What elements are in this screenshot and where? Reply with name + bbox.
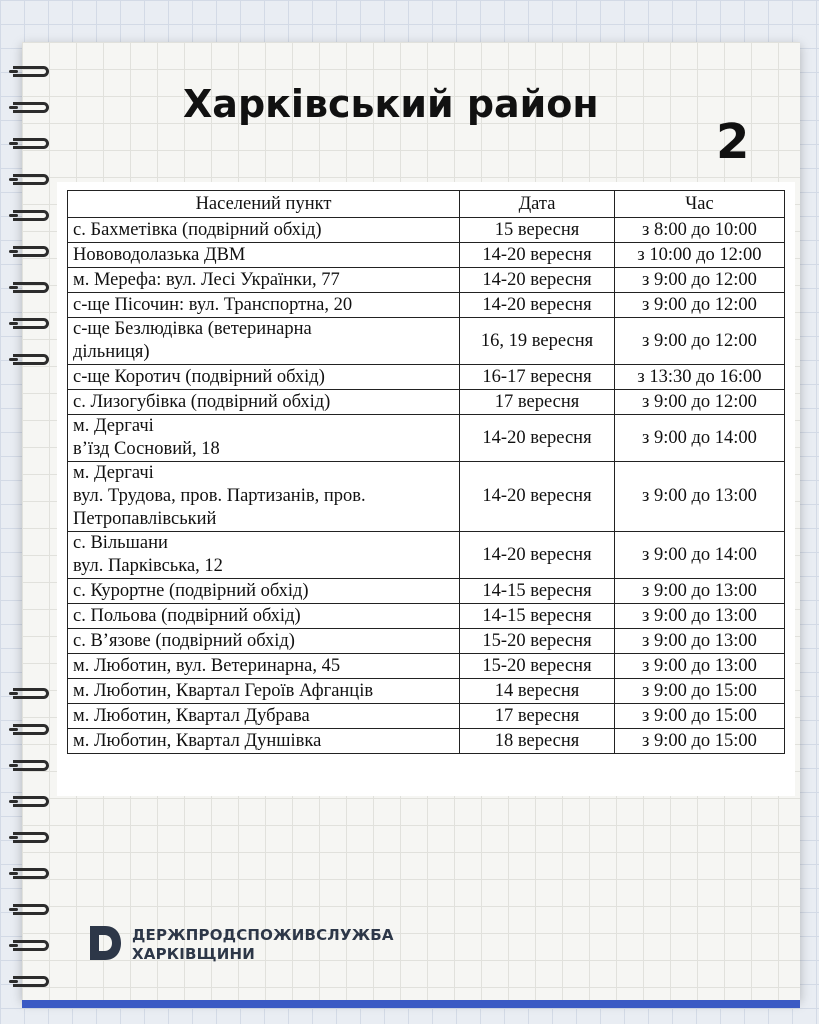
place-line: м. Дергачі xyxy=(73,416,154,436)
cell-place xyxy=(68,365,460,390)
cell-place xyxy=(68,268,460,293)
table-row xyxy=(68,318,785,365)
cell-date: 14-20 вересня xyxy=(460,532,615,579)
cell-place xyxy=(68,218,460,243)
place-line: м. Люботин, Квартал Героїв Афганців xyxy=(73,680,374,701)
cell-time: з 9:00 до 14:00 xyxy=(615,532,785,579)
table-row xyxy=(68,579,785,604)
spiral-ring xyxy=(13,66,49,77)
table-row xyxy=(68,729,785,754)
table-row xyxy=(68,604,785,629)
cell-place xyxy=(68,579,460,604)
place-line: м. Люботин, вул. Ветеринарна, 45 xyxy=(73,655,341,676)
cell-date: 14-20 вересня xyxy=(460,293,615,318)
table-row xyxy=(68,390,785,415)
spiral-ring xyxy=(13,832,49,843)
cell-date: 18 вересня xyxy=(460,729,615,754)
cell-time: з 13:30 до 16:00 xyxy=(615,365,785,390)
spiral-ring xyxy=(13,138,49,149)
page-number: 2 xyxy=(716,114,750,170)
cell-place xyxy=(68,293,460,318)
place-line: м. Дергачі xyxy=(73,463,154,483)
place-line: с. В’язове (подвірний обхід) xyxy=(73,630,295,651)
notebook-bottom-edge xyxy=(22,1000,800,1008)
spiral-ring xyxy=(13,760,49,771)
cell-date: 14-20 вересня xyxy=(460,243,615,268)
place-line: м. Люботин, Квартал Дуншівка xyxy=(73,730,322,751)
cell-place xyxy=(68,318,460,365)
logo-text xyxy=(132,926,394,964)
cell-place xyxy=(68,679,460,704)
place-line: с. Лизогубівка (подвірний обхід) xyxy=(73,391,331,412)
cell-time: з 9:00 до 12:00 xyxy=(615,293,785,318)
spiral-ring xyxy=(13,210,49,221)
cell-date: 14 вересня xyxy=(460,679,615,704)
table-row xyxy=(68,293,785,318)
cell-date: 14-20 вересня xyxy=(460,415,615,462)
logo-line-1: ДЕРЖПРОДСПОЖИВСЛУЖБА xyxy=(132,926,394,944)
schedule-table xyxy=(67,190,785,754)
logo-line-2: ХАРКІВЩИНИ xyxy=(132,945,255,963)
column-header-place: Населений пункт xyxy=(68,191,460,218)
cell-place xyxy=(68,532,460,579)
table-row xyxy=(68,704,785,729)
cell-time: з 8:00 до 10:00 xyxy=(615,218,785,243)
column-header-time: Час xyxy=(615,191,785,218)
spiral-ring xyxy=(13,724,49,735)
place-line: с. Бахметівка (подвірний обхід) xyxy=(73,219,322,240)
spiral-ring xyxy=(13,904,49,915)
cell-date: 15 вересня xyxy=(460,218,615,243)
spiral-ring xyxy=(13,246,49,257)
table-row xyxy=(68,679,785,704)
table-row xyxy=(68,365,785,390)
place-line: с. Вільшани xyxy=(73,533,168,553)
place-line: Нововодолазька ДВМ xyxy=(73,244,246,265)
table-row xyxy=(68,629,785,654)
letter-d-logo-icon xyxy=(88,924,122,962)
table-row xyxy=(68,532,785,579)
cell-place xyxy=(68,604,460,629)
column-header-date: Дата xyxy=(460,191,615,218)
place-line: с-ще Коротич (подвірний обхід) xyxy=(73,366,325,387)
cell-time: з 9:00 до 13:00 xyxy=(615,579,785,604)
spiral-ring xyxy=(13,174,49,185)
cell-date: 16-17 вересня xyxy=(460,365,615,390)
place-line: м. Мерефа: вул. Лесі Українки, 77 xyxy=(73,269,340,290)
place-line: с. Курортне (подвірний обхід) xyxy=(73,580,309,601)
place-line: м. Люботин, Квартал Дубрава xyxy=(73,705,310,726)
cell-place xyxy=(68,729,460,754)
spiral-ring xyxy=(13,282,49,293)
cell-date: 15-20 вересня xyxy=(460,654,615,679)
place-line: вул. Парківська, 12 xyxy=(73,556,223,576)
cell-place xyxy=(68,390,460,415)
place-line: дільниця) xyxy=(73,342,150,362)
cell-time: з 9:00 до 13:00 xyxy=(615,462,785,532)
spiral-ring xyxy=(13,868,49,879)
cell-date: 17 вересня xyxy=(460,390,615,415)
cell-time: з 9:00 до 13:00 xyxy=(615,604,785,629)
spiral-ring xyxy=(13,102,49,113)
cell-time: з 10:00 до 12:00 xyxy=(615,243,785,268)
cell-place xyxy=(68,654,460,679)
place-line: с-ще Пісочин: вул. Транспортна, 20 xyxy=(73,294,353,315)
table-row xyxy=(68,462,785,532)
place-line: с-ще Безлюдівка (ветеринарна xyxy=(73,319,312,339)
schedule-table-card xyxy=(57,182,795,796)
place-line: вул. Трудова, пров. Партизанів, пров. xyxy=(73,486,366,506)
cell-place xyxy=(68,629,460,654)
cell-time: з 9:00 до 15:00 xyxy=(615,704,785,729)
cell-place xyxy=(68,243,460,268)
place-line: Петропавлівський xyxy=(73,509,217,529)
cell-time: з 9:00 до 13:00 xyxy=(615,654,785,679)
cell-date: 14-20 вересня xyxy=(460,462,615,532)
table-row xyxy=(68,415,785,462)
cell-place xyxy=(68,704,460,729)
cell-date: 14-15 вересня xyxy=(460,579,615,604)
cell-place xyxy=(68,462,460,532)
place-line: в’їзд Сосновий, 18 xyxy=(73,439,220,459)
cell-place xyxy=(68,415,460,462)
table-header-row xyxy=(68,191,785,218)
cell-time: з 9:00 до 12:00 xyxy=(615,318,785,365)
spiral-ring xyxy=(13,796,49,807)
cell-time: з 9:00 до 12:00 xyxy=(615,390,785,415)
cell-date: 14-20 вересня xyxy=(460,268,615,293)
spiral-ring xyxy=(13,354,49,365)
table-row xyxy=(68,654,785,679)
table-row xyxy=(68,218,785,243)
cell-date: 17 вересня xyxy=(460,704,615,729)
spiral-ring xyxy=(13,940,49,951)
cell-date: 15-20 вересня xyxy=(460,629,615,654)
cell-time: з 9:00 до 15:00 xyxy=(615,679,785,704)
spiral-ring xyxy=(13,688,49,699)
cell-date: 16, 19 вересня xyxy=(460,318,615,365)
spiral-ring xyxy=(13,976,49,987)
cell-time: з 9:00 до 14:00 xyxy=(615,415,785,462)
cell-time: з 9:00 до 15:00 xyxy=(615,729,785,754)
cell-time: з 9:00 до 13:00 xyxy=(615,629,785,654)
page-title: Харківський район xyxy=(183,82,599,126)
place-line: с. Польова (подвірний обхід) xyxy=(73,605,301,626)
cell-time: з 9:00 до 12:00 xyxy=(615,268,785,293)
table-row xyxy=(68,268,785,293)
spiral-ring xyxy=(13,318,49,329)
cell-date: 14-15 вересня xyxy=(460,604,615,629)
table-row xyxy=(68,243,785,268)
logo xyxy=(88,922,394,966)
